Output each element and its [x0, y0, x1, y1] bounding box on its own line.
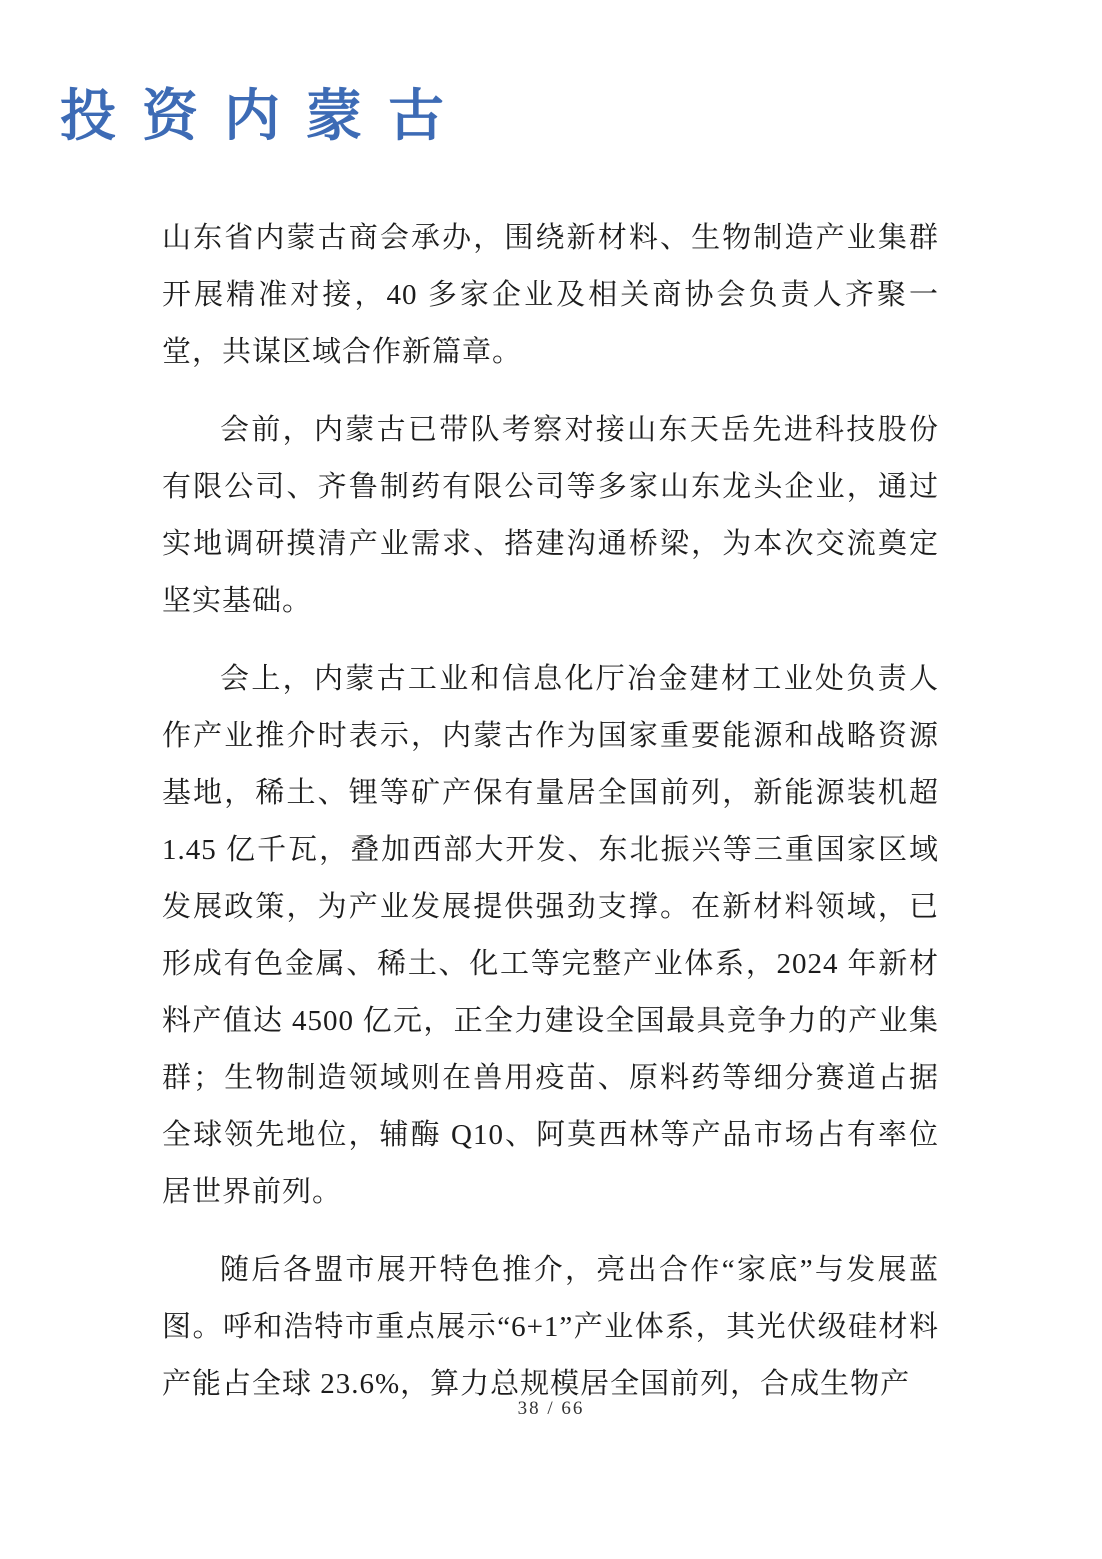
paragraph-4: 随后各盟市展开特色推介，亮出合作“家底”与发展蓝图。呼和浩特市重点展示“6+1”产业体系，其光伏级硅材料产能占全球 23.6%，算力总规模居全国前列，合成生物产 [162, 1254, 939, 1400]
paragraph-1: 山东省内蒙古商会承办，围绕新材料、生物制造产业集群开展精准对接，40 多家企业及相关商协会负责人齐聚一堂，共谋区域合作新篇章。 [162, 222, 939, 368]
document-body [162, 210, 939, 1413]
paragraph-2: 会前，内蒙古已带队考察对接山东天岳先进科技股份有限公司、齐鲁制药有限公司等多家山东龙头企业，通过实地调研摸清产业需求、搭建沟通桥梁，为本次交流奠定坚实基础。 [162, 414, 939, 617]
paragraph-3: 会上，内蒙古工业和信息化厅冶金建材工业处负责人作产业推介时表示，内蒙古作为国家重要能源和战略资源基地，稀土、锂等矿产保有量居全国前列，新能源装机超 1.45 亿千瓦，叠加西部大开发、东北振兴等三重国家区域发展政策，为产业发展提供强劲支撑。在新材料领域，已形成有色金属、稀土、化工等完整产业体系，2024 年新材料产值达 4500 亿元，正全力建设全国最具竞争力的产业集群；生物制造领域则在兽用疫苗、原料药等细分赛道占据全球领先地位，辅酶 Q10、阿莫西林等产品市场占有率位居世界前列。 [162, 663, 939, 1208]
page-title: 投 资 内 蒙 古 [60, 86, 450, 148]
page-number: 38 / 66 [517, 1398, 585, 1419]
